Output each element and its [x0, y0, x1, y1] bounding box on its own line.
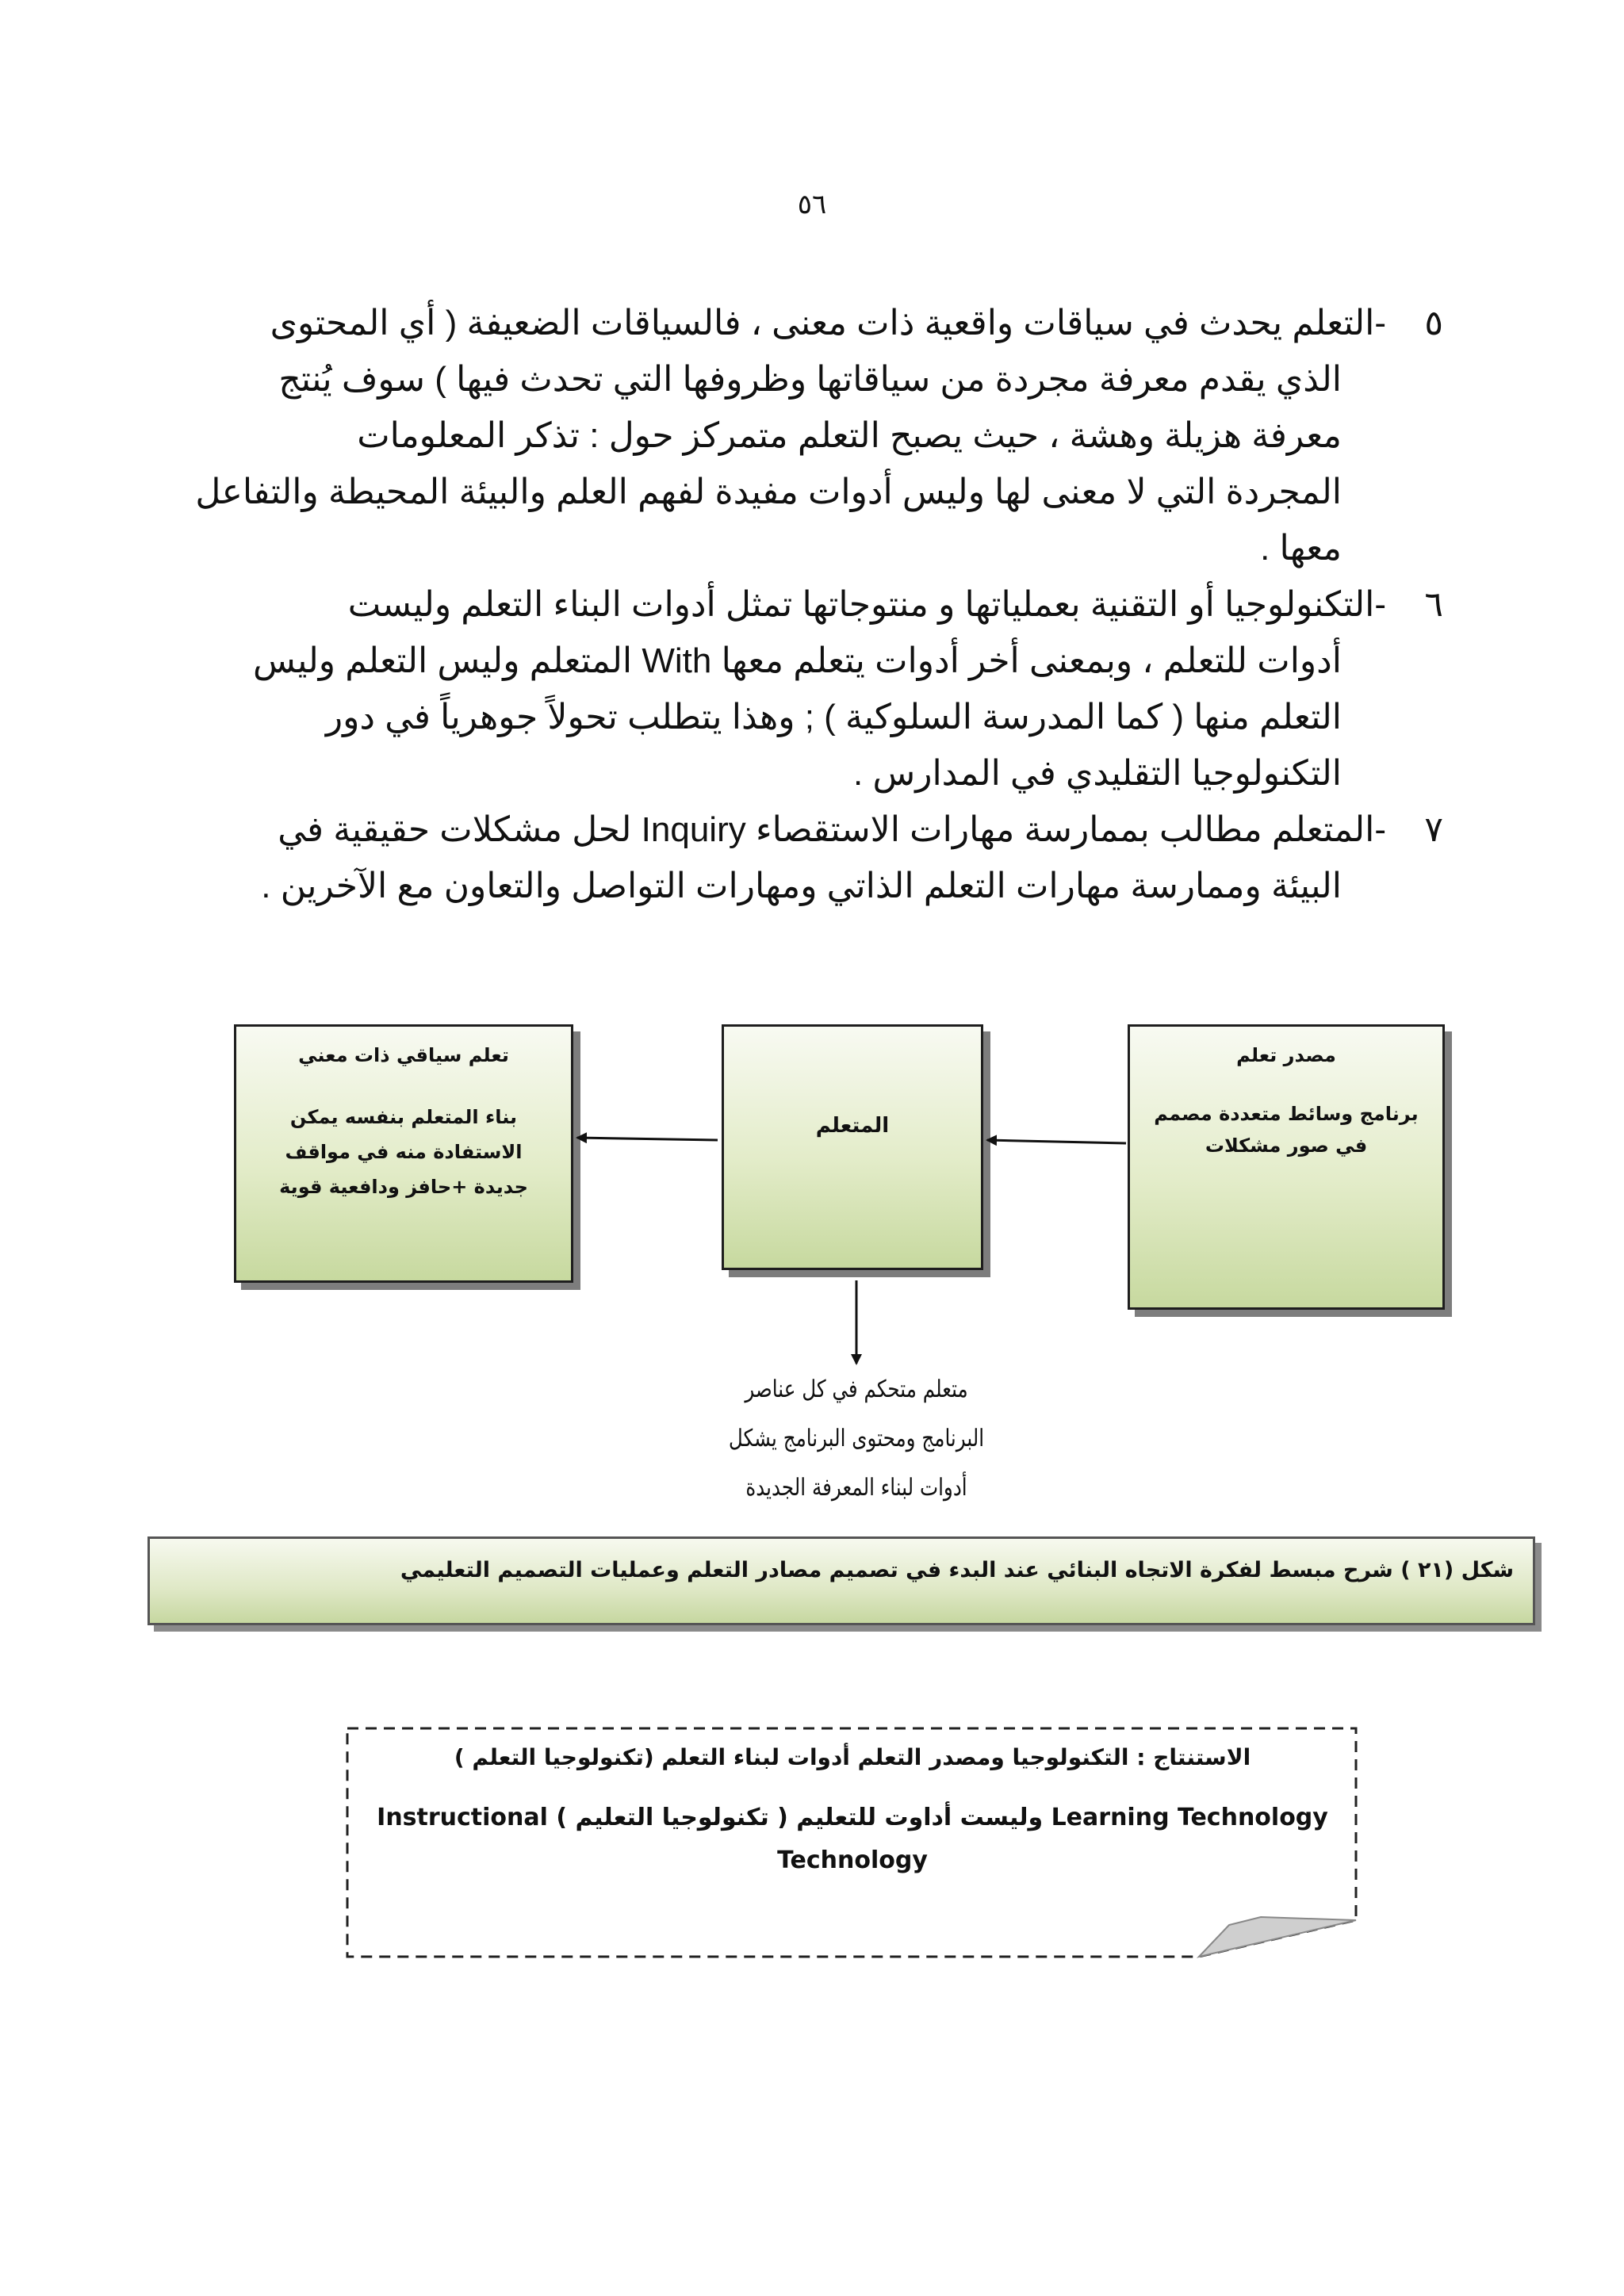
item-line [252, 633, 1342, 689]
box-title: المتعلم [815, 1114, 890, 1138]
english-term: With [642, 641, 712, 680]
below-line: البرنامج ومحتوى البرنامج يشكل [728, 1425, 985, 1452]
arrow-source-to-learner [987, 1140, 1126, 1143]
english-term: Learning Technology [1051, 1804, 1328, 1831]
box-body [236, 1100, 571, 1204]
list-item-5 [195, 295, 1443, 576]
diagram-below-text [661, 1365, 1051, 1513]
item-line: معها . [1260, 529, 1342, 568]
item-line: التعلم منها ( كما المدرسة السلوكية ) ; وهذا يتطلب تحولاً جوهرياً في دور [325, 698, 1342, 737]
below-line: أدوات لبناء المعرفة الجديدة [745, 1474, 967, 1502]
item-line-part: لحل مشكلات حقيقية في [278, 810, 632, 849]
conclusion [365, 1736, 1340, 1882]
conclusion-line-2 [365, 1797, 1340, 1839]
below-line: متعلم متحكم في كل عناصر [745, 1376, 968, 1403]
item-number: ٦ [1424, 585, 1443, 624]
list-item-7 [260, 802, 1443, 914]
box-body-line: بناء المتعلم بنفسه يمكن [289, 1106, 518, 1128]
item-line [260, 802, 1386, 858]
box-body-line: برنامج وسائط متعددة مصمم [1154, 1103, 1419, 1125]
diagram-box-learning-source [1128, 1024, 1445, 1310]
item-number: ٥ [1424, 304, 1443, 342]
item-line: -التكنولوجيا أو التقنية بعملياتها و منتوجاتها تمثل أدوات البناء التعلم وليست [347, 585, 1386, 624]
item-number: ٧ [1424, 810, 1443, 849]
item-line: الذي يقدم معرفة مجردة من سياقاتها وظروفها التي تحدث فيها ) سوف يُنتج [278, 360, 1342, 399]
item-line-part: أدوات للتعلم ، وبمعنى أخر أدوات يتعلم معها [721, 641, 1342, 680]
item-line: معرفة هزيلة وهشة ، حيث يصبح التعلم متمركز حول : تذكر المعلومات [357, 416, 1342, 455]
arrow-learner-to-context [577, 1138, 718, 1140]
box-body-line: في صور مشكلات [1205, 1135, 1368, 1157]
box-title: مصدر تعلم [1236, 1044, 1336, 1066]
item-line: -التعلم يحدث في سياقات واقعية ذات معنى ، فالسياقات الضعيفة ( أي المحتوى [270, 304, 1386, 342]
figure-caption: شكل (٢١ ) شرح مبسط لفكرة الاتجاه البنائي عند البدء في تصميم مصادر التعلم وعمليات التصميم التعليمي [147, 1536, 1535, 1625]
diagram-box-contextual-learning [234, 1024, 573, 1283]
conclusion-line-3: Technology [777, 1846, 928, 1874]
english-term: Instructional [377, 1804, 548, 1831]
box-body [1130, 1098, 1442, 1161]
conclusion-arabic: وليست أداوت للتعليم ( تكنولوجيا التعليم ) [556, 1804, 1044, 1831]
item-line-part: المتعلم وليس التعلم وليس [252, 641, 633, 680]
item-line: التكنولوجيا التقليدي في المدارس . [853, 754, 1342, 793]
item-line: البيئة وممارسة مهارات التعلم الذاتي ومهارات التواصل والتعاون مع الآخرين . [261, 867, 1342, 905]
list-item-6 [252, 576, 1443, 802]
diagram-box-learner [722, 1024, 983, 1270]
box-body-line: الاستفادة منه في مواقف [285, 1141, 523, 1163]
item-line-part: -المتعلم مطالب بممارسة مهارات الاستقصاء [755, 810, 1386, 849]
conclusion-line-1: الاستنتاج : التكنولوجيا ومصدر التعلم أدوات لبناء التعلم (تكنولوجيا التعلم ) [454, 1744, 1251, 1770]
folded-corner [1199, 1917, 1356, 1957]
item-line: المجردة التي لا معنى لها وليس أدوات مفيدة لفهم العلم والبيئة المحيطة والتفاعل [195, 473, 1342, 511]
box-title: تعلم سياقي ذات معني [298, 1044, 509, 1066]
page-number: ٥٦ [797, 190, 827, 220]
box-body-line: جديدة +حافز ودافعية قوية [279, 1176, 528, 1198]
english-term: Inquiry [641, 810, 746, 849]
